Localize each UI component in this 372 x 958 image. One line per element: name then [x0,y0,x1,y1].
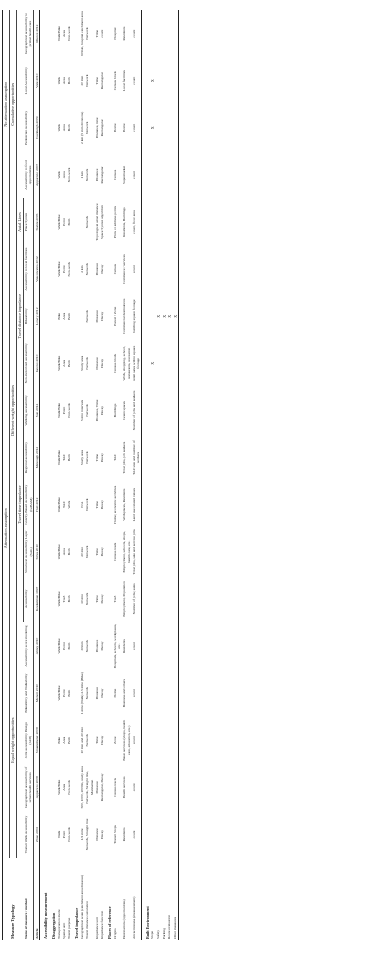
table-cell: count [131,830,136,839]
table-cell [173,387,179,434]
table-cell: 20 min [79,546,84,557]
article-cell: Lowry 2012 [34,307,39,325]
row-label: Geographical scale (catchment area distance) [79,874,84,939]
table-cell: Home; economic activities [112,485,117,524]
table-cell: count [131,736,136,745]
table-cell: Rectangular [99,166,104,184]
table-cell: Non-work [66,167,71,183]
table-cell [173,670,179,717]
table-cell: Work, shopping, school, restaurants, recreation [122,346,131,381]
table-cell: Network, Straight line, Manhattan [85,771,94,804]
table-cell: Network, Straight line [85,818,90,851]
table-cell [173,717,179,764]
table-cell: Workplaces, Residents [122,488,127,521]
table-cell: Network [85,27,90,40]
table-cell: Distance [94,686,99,700]
table-cell [173,340,179,387]
different-weight-header: Different weight opportunities [9,198,16,622]
table-cell: Time [94,77,99,85]
table-cell: Network [85,215,90,229]
table-cell: Network [85,357,90,370]
table-cell: TAZ [61,501,66,508]
table-cell: Area [61,124,66,132]
table-cell: X [167,314,173,318]
table-cell: Health services [122,776,127,799]
equal-weight-header: Equal weight opportunities [9,622,16,858]
table-cell: count [131,29,136,38]
table-cell: Decay [99,358,104,368]
article-cell: Stahle 2005 [34,213,39,231]
table-cell [173,198,179,245]
table-cell: Walk [56,124,61,132]
row-label: Impedance function [99,910,104,939]
table-cell: Decay [99,688,104,698]
table-cell: Both [66,77,71,85]
row-label: Spatial unit [61,922,66,939]
table-cell: Study area [79,355,84,371]
table-cell: Walk/Bike [56,450,61,466]
travel-time-impedance-header: Travel time impedance [16,387,23,623]
name-of-measure-label: Name of measure / method [23,898,28,939]
table-cell: Local facilities [122,70,127,92]
table-cell: Walk/Bike [56,591,61,607]
table-cell: 30min [79,641,84,651]
table-cell: Employment, schools, shops, health care, etc. [122,531,131,573]
table-cell: Both [66,736,71,744]
table-cell: Point [61,689,66,697]
table-cell: Decay [99,641,104,651]
table-cell: Transit Stops [112,825,117,844]
table-cell: Non-work [66,780,71,795]
measure-name-cell: Joint accessibility Design (JAD) [23,722,33,759]
table-cell: Number of jobs and seekers [131,390,136,431]
table-cell [173,151,179,198]
table-cell: Both [66,454,71,462]
table-cell: 1/2 mile [79,828,84,841]
table-cell: Total jobs, sale and service jobs [131,529,136,575]
table-cell: Non-work [66,261,71,277]
table-cell: Area [61,171,66,179]
table-cell: N/A [79,501,84,508]
table-cell: Distance, time [94,117,99,139]
table-cell: Area [61,30,66,38]
table-cell: Decay [99,453,104,463]
table-cell: Both [66,689,71,697]
article-label: Article [34,928,39,939]
measure-name-cell: Bikeability [24,308,29,325]
table-cell: Rectangular [99,119,104,137]
table-cell: Decay [99,405,104,415]
measure-name-cell: Gravity-Based Accessibility (GrBAM) [24,484,33,525]
table-cell: Census track [112,542,117,561]
table-cell: Network [85,734,90,747]
row-label: Route evaluation [167,914,172,939]
table-cell: Decay [99,829,104,839]
table-cell: Non-work [66,26,71,41]
row-label: Destinations (opportunities) [122,899,127,939]
table-cell: count [131,170,136,179]
table-cell: Non-work [66,827,71,842]
measure-name-cell: Accessibility to local facilities [24,247,29,291]
measure-typology-label: Measure Typology [9,904,15,939]
table-cell: Bike [56,736,61,744]
table-cell: Distance [94,357,99,370]
table-cell [173,481,179,528]
table-cell: Census block [112,71,117,91]
table-cell: Commercial destinations [122,298,127,334]
table-cell: Time [94,501,99,509]
table-cell: Walk/Bike [56,355,61,371]
table-cell: Number of jobs; sales [131,583,136,615]
row-label: Attractiveness (measurement) [131,896,136,939]
table-cell: Point [61,830,66,839]
table-cell: Walk/Bike [56,638,61,654]
row-label: Travel distance calculation [85,900,90,939]
table-cell: count [99,29,104,38]
measure-name-cell: Accessibility to food opportunities [23,160,33,190]
table-cell: 30 min [79,593,84,604]
table-cell: TAZ [61,595,66,603]
table-cell: Walk/Bike [56,779,61,795]
measure-typology-table [2,10,179,940]
table-cell: Distance [94,168,99,182]
table-cell: Time [94,29,99,38]
table-cell: Network [85,639,90,653]
article-cell: Vale 2010 [34,73,39,88]
row-label: Parking [161,927,166,939]
article-cell: Koekelman 1997 [34,586,39,612]
travel-distance-impedance-header: Travel distance impedance [16,246,23,387]
section-travel-impedance: Travel impedance [74,907,80,939]
table-cell: TAZ [112,595,117,603]
table-cell: 2 km [79,265,84,273]
table-cell: Hospitals, schools, workplaces, etc. [112,623,122,669]
table-cell: Distance [94,781,99,794]
measure-name-cell: Accessibility [24,589,29,609]
table-cell: Area [61,359,66,367]
table-cell: Home [122,123,127,133]
table-cell: 60min, hospital catchment area [79,11,84,56]
measure-name-cell: Walking accessibility [24,395,29,426]
section-accessibility-measurement: Accessibility measurement [42,892,48,939]
measure-name-cell: Place Syntax [24,212,29,232]
table-cell: Residents, Buildings [122,207,127,237]
measure-name-cell: Bikeability and Walkability [23,673,28,713]
table-cell: Space Syntax algorithm [99,205,104,239]
table-cell [173,10,179,57]
row-label: Other measures [173,916,178,939]
table-cell: Network [85,404,90,417]
table-row-attractiveness [132,10,142,940]
article-cell: Straatemeier 2008 [34,727,39,754]
measure-name-cell: Local Accessibility [23,67,28,95]
table-cell [173,575,179,622]
table-cell: Topological axial distance [94,203,99,241]
table-row-destinations [122,10,132,940]
table-cell: Network [85,686,90,700]
table-cell: Decay [99,264,104,274]
table-cell: Time [94,548,99,556]
attenuation-header: Attenuation assumption [3,198,10,858]
article-cell: Sun 2012 [34,403,39,418]
table-cell: Decay [99,735,104,745]
table-cell: count [131,642,136,650]
table-cell: Distance [94,828,99,841]
table-cell [173,528,179,575]
table-cell: 30 min [79,75,84,86]
table-cell: Point [61,218,66,226]
table-cell: Time [94,453,99,462]
table-cell: X [150,79,156,83]
table-cell [173,104,179,151]
row-label: Impedance unit [94,917,99,939]
table-cell: Supermarket [122,165,127,184]
table-cell: Walk/Bike [56,26,61,42]
measure-name-cell: Accessibility score modeling [23,625,28,667]
table-cell [173,811,179,858]
measure-name-cell: Non-motorized accessibility [24,343,29,384]
table-cell: Decay [99,500,104,510]
table-cell: Land use related values [131,487,136,522]
row-label: Travel purpose [66,917,71,939]
row-label: Safety [156,929,161,939]
table-cell: TAZ size and number of workers [131,440,141,475]
table-cell: Walk/Bike [56,214,61,230]
article-cell: Vasconcelos 2012 [34,256,39,282]
table-cell: Network [85,451,90,464]
table-cell: Green spaces [122,401,127,420]
table-cell: Home [112,123,117,133]
measure-name-cell: Geographical accessibility to primal health care [23,12,33,55]
table-cell: Non-work [66,403,71,418]
table-cell: X [161,314,167,318]
table-cell: Residents [122,827,127,842]
table-row-distance-calc [85,10,95,940]
table-cell: Both [66,124,71,132]
table-cell: Census [112,169,117,181]
article-cell: Cuckleigh 2009 [34,116,39,140]
table-cell: Both [66,218,71,226]
table-cell: Network [85,592,90,606]
table-cell: Census block [112,353,117,373]
table-cell: TAZ [112,454,117,461]
table-cell: Both [66,548,71,556]
table-cell: X [150,361,156,365]
table-cell: Network [85,498,90,511]
table-cell [173,246,179,293]
table-cell: Employment, Population [122,581,127,617]
article-cell: Munoz 2012 [34,24,39,43]
table-cell: Zone [112,736,117,744]
table-cell: Walk/Bike [56,402,61,419]
table-cell: building square footage [131,299,136,333]
row-label: Transportation mode [56,909,61,939]
table-cell: Walk/Bike [56,544,61,560]
table-cell: Decay [99,547,104,557]
table-cell: 2 km (5 min divisions) [79,111,84,144]
table-cell: Business and others [122,679,127,708]
table-cell: Area [61,548,66,556]
table-cell: X [156,314,162,318]
measure-name-cell: Regional accessibility [24,441,29,474]
table-cell: Point [61,265,66,273]
table-cell: Work [66,500,71,509]
cumulative-header: Cumulative opportunities [9,10,16,198]
article-cell: Apparicio 2007 [34,163,39,186]
section-built-environment: Built Environment [144,906,150,939]
article-cell: Iacono 2010 [34,354,39,373]
table-cell: count [131,123,136,132]
table-cell [173,57,179,104]
row-label: Origins [112,928,117,939]
table-cell: Walk [56,77,61,85]
table-cell: Home [112,688,117,698]
table-cell: Time [94,736,99,744]
table-cell: Walk [56,171,61,179]
table-cell: Distance [94,639,99,653]
measure-name-cell: Geographical accessibility of urban health services [23,766,33,809]
table-cell [173,764,179,811]
table-cell: Network [85,545,90,558]
table-cell: Area [61,783,66,791]
table-cell [173,434,179,481]
table-cell: Residents [122,639,127,653]
table-cell: Network [85,121,90,135]
table-cell: Basic services (shops, health care, education, etc.) [122,719,131,761]
table-cell: count, floor area [131,210,136,234]
table-row-other [173,10,179,940]
table-cell: Residents [122,26,127,41]
measure-name-cell: Transit Walk Accessibility [23,815,28,854]
table-cell: Both [66,312,71,320]
table-cell: Buildings [112,403,117,418]
table-cell: count [131,783,136,792]
table-cell: Area [61,77,66,85]
measure-name-cell: Structural Accessibility Layer (SAL) [24,530,33,573]
table-cell: Area [61,736,66,744]
table-cell: Total jobs, job seekers [122,441,127,474]
table-cell: count [131,76,136,85]
article-cell: Zhao 2003 [34,826,39,843]
table-cell: Distance [94,262,99,276]
table-cell: TAZ [61,454,66,461]
measure-name-cell: Pedestrian Accessibility [23,110,28,145]
table-row-origins [112,10,122,940]
table-cell: Rectangular [99,72,104,90]
table-cell [173,622,179,669]
table-cell: Both [66,359,71,367]
row-label: Slope [150,930,155,939]
table-cell: Decay [99,594,104,604]
table-cell: count [131,265,136,274]
table-cell: Both [66,642,71,650]
table-cell: 1 mile (Walk) 2.5 mile (Bike) [79,672,84,715]
table-cell: Distance [94,310,99,323]
table-cell: Distance, Time [94,399,99,422]
table-cell: Walk [56,830,61,839]
axial-lines-header: Axial Lines [16,198,23,245]
section-places-of-reference: Places of reference [107,906,112,939]
article-cell: Abley 2010 [34,637,39,655]
table-cell: Walk/Bike [56,685,61,701]
table-cell: count [131,689,136,698]
table-cell: Network [85,168,90,182]
table-cell: Both [66,595,71,603]
table-cell: Point [61,406,66,415]
table-cell: Bike [56,312,61,320]
table-cell: 10 min and 20 min [79,726,84,754]
table-cell: 500, 1000, 2000m, study area [79,766,84,809]
table-cell: Walk/Bike [56,497,61,513]
table-cell: Area [61,312,66,320]
table-cell: Rectangular, Decay [99,773,104,802]
article-cell: Apparicio 2008 [34,776,39,799]
article-cell: Silva 2010 [34,544,39,560]
table-cell: Time [94,595,99,603]
table-cell: Commerce / services [122,254,127,285]
table-cell: Hospital [112,27,117,40]
article-cell: Hull 2012 [34,497,39,512]
no-attenuation-header: No attenuation assumption [3,10,10,198]
table-cell: X [173,314,179,318]
table-cell: Network [85,262,90,276]
table-cell: Decay [99,311,104,321]
table-cell: 1 km [79,171,84,179]
section-disaggregation: Disaggregation [50,912,56,939]
article-cell: Mavoagh 2012 [34,446,39,469]
table-cell: Walk/Bike [56,261,61,277]
table-cell: X [150,126,156,130]
table-cell: Point [61,642,66,650]
table-cell: Plots or address points [112,206,117,239]
table-cell: Parcel / Zone [112,306,117,326]
table-cell: Network [85,74,90,87]
table-cell: Study area [79,450,84,466]
article-cell: Mcneil 2010 [34,684,39,703]
table-cell: Census tracts [112,777,117,797]
table-cell: Census [112,264,117,275]
table-cell: retail sales within square footage [131,345,141,381]
table-cell: 5 min intervals [79,399,84,422]
table-cell: Network [85,310,90,323]
